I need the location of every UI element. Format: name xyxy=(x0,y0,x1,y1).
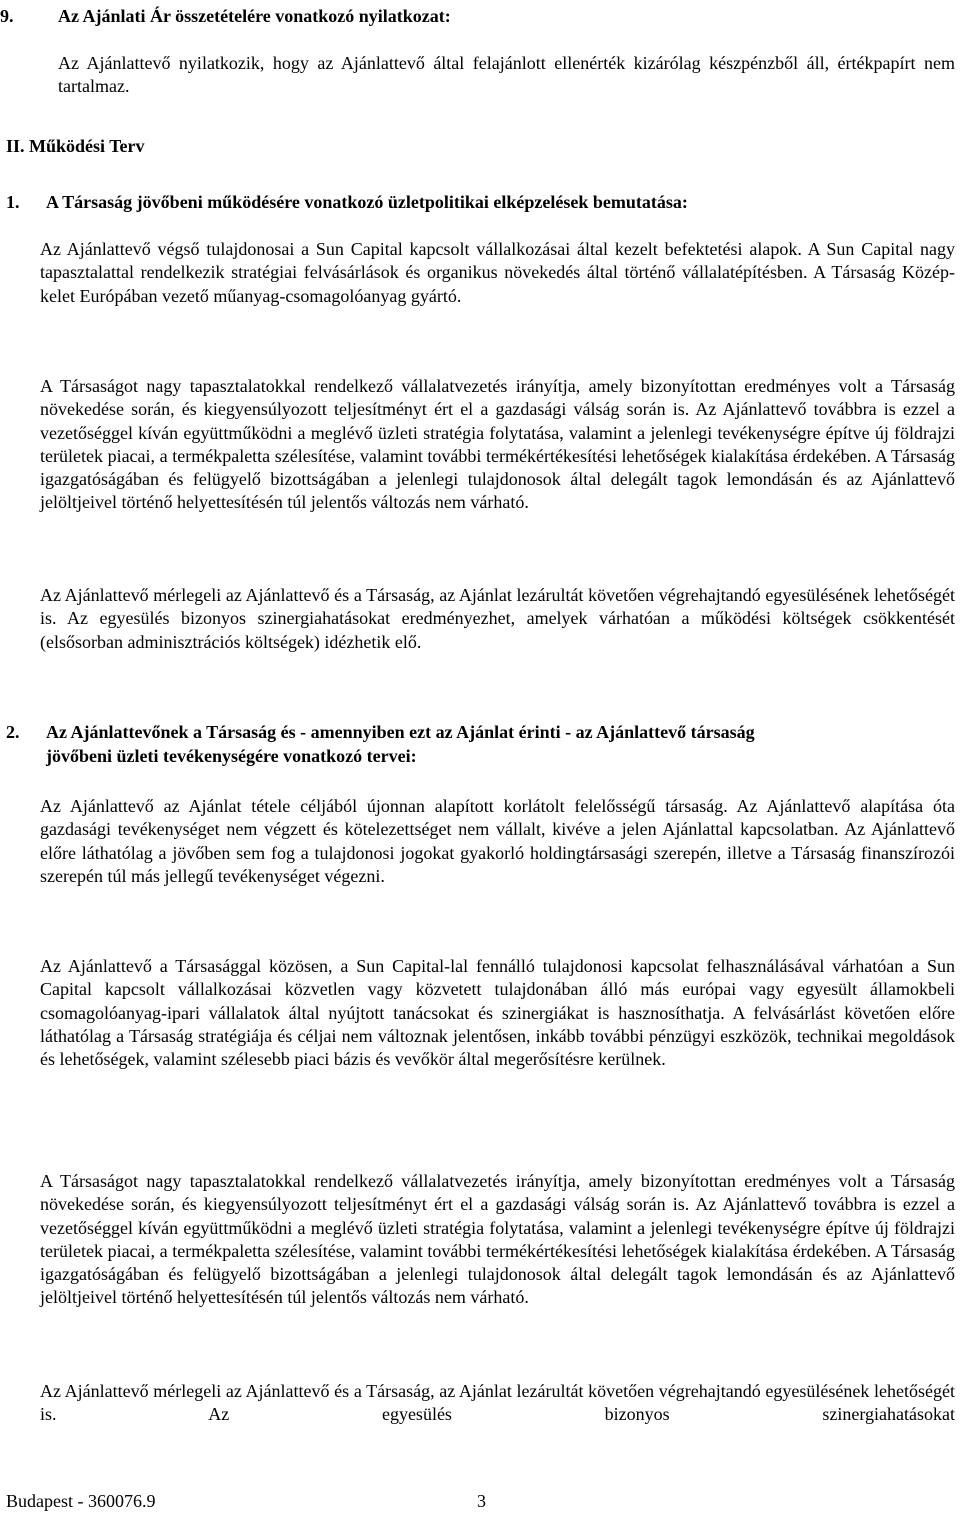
item-1-number: 1. xyxy=(6,192,20,212)
footer-doc-ref: Budapest - 360076.9 xyxy=(6,1491,156,1511)
item-2-paragraph-3: A Társaságot nagy tapasztalatokkal rendelkező vállalatvezetés irányítja, amely bizonyítottan eredményes volt a Társaság növekedése során, és kiegyensúlyozott teljesítményt ért el a gazdasági válság során is. Az Ajánlattevő továbbra is ezzel a vezetőséggel kíván együttműködni a meglévő üzleti stratégia folytatása, valamint a jelenlegi tevékenységre építve új földrajzi területek piacai, a termékpaletta szélesítése, valamint további termékértékesítési lehetőségek kialakítása érdekében. A Társaság igazgatóságában és felügyelő bizottságában a jelenlegi tulajdonosok által delegált tagok lemondásán és az Ajánlattevő jelöltjeivel történő helyettesítésén túl jelentős változás nem várható. xyxy=(40,1171,955,1308)
item-2-paragraph-1: Az Ajánlattevő az Ajánlat tétele céljából újonnan alapított korlátolt felelősségű társaság. Az Ajánlattevő alapítása óta gazdasági tevékenységet nem végzett és kötelezettséget nem vállalt, kivéve a jelen Ajánlattal kapcsolatban. Az Ajánlattevő előre láthatólag a jövőben sem fog a tulajdonosi jogokat gyakorló holdingtársasági szerepén, illetve a Társaság finanszírozói szerepén túl más jellegű tevékenységet végezni. xyxy=(40,796,955,886)
item-1-paragraph-1: Az Ajánlattevő végső tulajdonosai a Sun Capital kapcsolt vállalkozásai által kezelt befektetési alapok. A Sun Capital nagy tapasztalattal rendelkezik stratégiai felvásárlások és organikus növekedés által történő vállalatépítésben. A Társaság Közép-kelet Európában vezető műanyag-csomagolóanyag gyártó. xyxy=(40,239,955,306)
item-1-paragraph-3: Az Ajánlattevő mérlegeli az Ajánlattevő és a Társaság, az Ajánlat lezárultát követően végrehajtandó egyesülésének lehetőségét is. Az egyesülés bizonyos szinergiahatásokat eredményezhet, amelyek várhatóan a működési költségek csökkentését (elsősorban adminisztrációs költségek) idézhetik elő. xyxy=(40,585,955,652)
item-1-title: A Társaság jövőbeni működésére vonatkozó üzletpolitikai elképzelések bemutatása: xyxy=(46,192,688,212)
item-2-paragraph-2: Az Ajánlattevő a Társasággal közösen, a Sun Capital-lal fennálló tulajdonosi kapcsolat felhasználásával várhatóan a Sun Capital kapcsolt vállalkozásai közvetlen vagy közvetett tulajdonában álló más európai vagy egyesült államokbeli csomagolóanyag-ipari vállalatok által nyújtott tanácsokat és szinergiákat is hasznosíthatja. A felvásárlást követően előre láthatólag a Társaság stratégiája és céljai nem változnak jelentősen, inkább további pénzügyi eszközök, technikai megoldások és lehetőségek, valamint szélesebb piaci bázis és vevőkör által megerősítésre kerülnek. xyxy=(40,956,955,1070)
item-2-number: 2. xyxy=(6,722,20,742)
section-9-title: Az Ajánlati Ár összetételére vonatkozó nyilatkozat: xyxy=(58,6,451,26)
item-2-paragraph-4: Az Ajánlattevő mérlegeli az Ajánlattevő és a Társaság, az Ajánlat lezárultát követően végrehajtandó egyesülésének lehetőségét is. Az egyesülés bizonyos szinergiahatásokat xyxy=(40,1381,955,1425)
footer-page-number: 3 xyxy=(477,1491,486,1511)
part-2-title: II. Működési Terv xyxy=(6,136,145,156)
section-9-text: Az Ajánlattevő nyilatkozik, hogy az Ajánlattevő által felajánlott ellenérték kizárólag készpénzből áll, értékpapírt nem tartalmaz. xyxy=(58,53,955,97)
item-2-title-line-1: Az Ajánlattevőnek a Társaság és - amennyiben ezt az Ajánlat érinti - az Ajánlattevő társaság xyxy=(46,722,755,742)
item-1-paragraph-2: A Társaságot nagy tapasztalatokkal rendelkező vállalatvezetés irányítja, amely bizonyítottan eredményes volt a Társaság növekedése során, és kiegyensúlyozott teljesítményt ért el a gazdasági válság során is. Az Ajánlattevő továbbra is ezzel a vezetőséggel kíván együttműködni a meglévő üzleti stratégia folytatása, valamint a jelenlegi tevékenységre építve új földrajzi területek piacai, a termékpaletta szélesítése, valamint további termékértékesítési lehetőségek kialakítása érdekében. A Társaság igazgatóságában és felügyelő bizottságában a jelenlegi tulajdonosok által delegált tagok lemondásán és az Ajánlattevő jelöltjeivel történő helyettesítésén túl jelentős változás nem várható. xyxy=(40,376,955,513)
section-9-number: 9. xyxy=(0,6,14,26)
item-2-title-line-2: jövőbeni üzleti tevékenységére vonatkozó tervei: xyxy=(46,746,417,766)
